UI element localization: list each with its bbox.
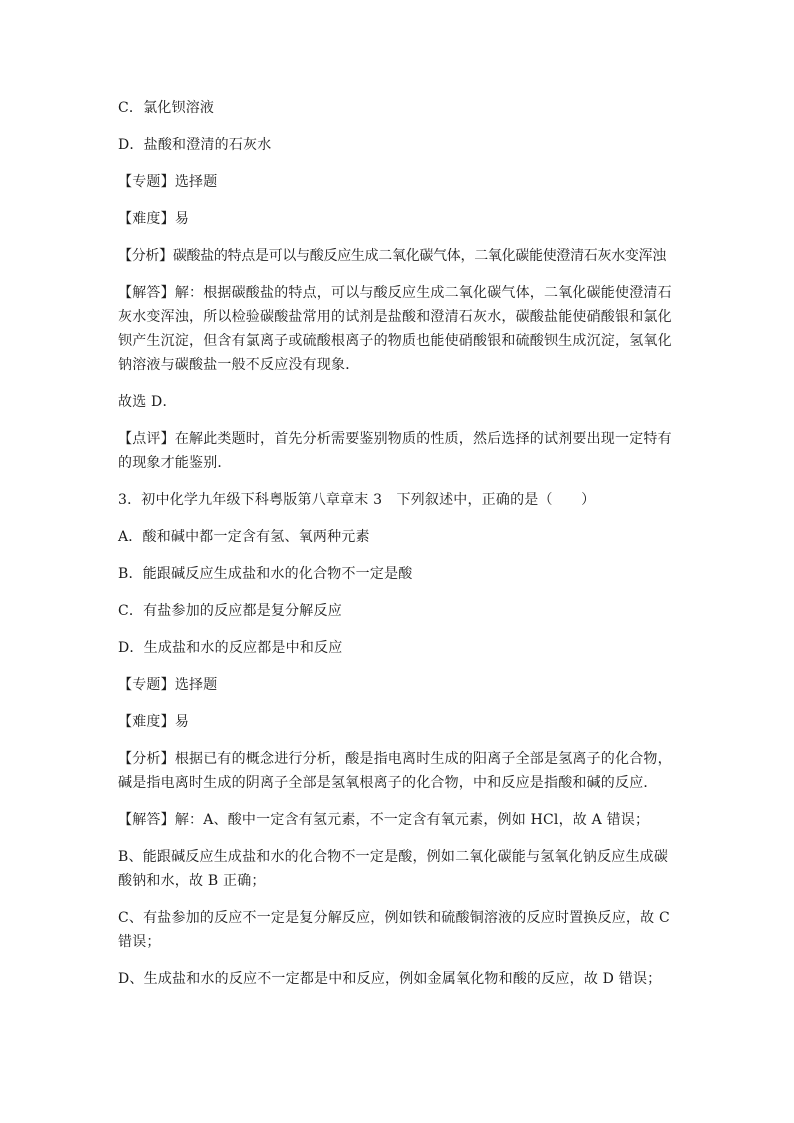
analysis-line: 【分析】碳酸盐的特点是可以与酸反应生成二氧化碳气体，二氧化碳能使澄清石灰水变浑浊 — [118, 248, 667, 264]
answer-line-b: B、能跟碱反应生成盐和水的化合物不一定是酸，例如二氧化碳能与氢氧化钠反应生成碳酸钠和水，故 B 正确； — [118, 849, 669, 889]
question-3-title: 3．初中化学九年级下科粤版第八章章末 3 下列叙述中，正确的是（ ） — [118, 492, 596, 508]
document-page — [118, 96, 678, 1004]
topic-line: 【专题】选择题 — [118, 174, 218, 190]
answer-line-a: 【解答】解：A、酸中一定含有氢元素，不一定含有氧元素，例如 HCl，故 A 错误； — [118, 812, 650, 828]
comment-paragraph: 【点评】在解此类题时，首先分析需要鉴别物质的性质，然后选择的试剂要出现一定特有的现象才能鉴别． — [118, 431, 672, 471]
question-3-option-a: A．酸和碱中都一定含有氢、氧两种元素 — [118, 529, 370, 545]
question-3-option-c: C．有盐参加的反应都是复分解反应 — [118, 603, 342, 619]
analysis-paragraph-2: 【分析】根据已有的概念进行分析，酸是指电离时生成的阳离子全部是氢离子的化合物，碱是指电离时生成的阴离子全部是氢氧根离子的化合物，中和反应是指酸和碱的反应． — [118, 751, 672, 791]
topic-line-2: 【专题】选择题 — [118, 677, 218, 693]
answer-line-d: D、生成盐和水的反应不一定都是中和反应，例如金属氧化物和酸的反应，故 D 错误； — [118, 971, 662, 987]
question-3-option-d: D．生成盐和水的反应都是中和反应 — [118, 640, 343, 656]
option-c-previous: C．氯化钡溶液 — [118, 100, 215, 116]
difficulty-line: 【难度】易 — [118, 211, 190, 227]
question-3-option-b: B．能跟碱反应生成盐和水的化合物不一定是酸 — [118, 566, 413, 582]
answer-line-c: C、有盐参加的反应不一定是复分解反应，例如铁和硫酸铜溶液的反应时置换反应，故 C 错误； — [118, 910, 670, 950]
option-d-previous: D．盐酸和澄清的石灰水 — [118, 137, 272, 153]
answer-paragraph: 【解答】解：根据碳酸盐的特点，可以与酸反应生成二氧化碳气体，二氧化碳能使澄清石灰水变浑浊，所以检验碳酸盐常用的试剂是盐酸和澄清石灰水，碳酸盐能使硝酸银和氯化钡产生沉淀，但含有氯离子或硫酸根离子的物质也能使硝酸银和硫酸钡生成沉淀，氢氧化钠溶液与碳酸盐一般不反应没有现象． — [118, 285, 672, 373]
difficulty-line-2: 【难度】易 — [118, 714, 190, 730]
choice-line: 故选 D． — [118, 394, 177, 410]
